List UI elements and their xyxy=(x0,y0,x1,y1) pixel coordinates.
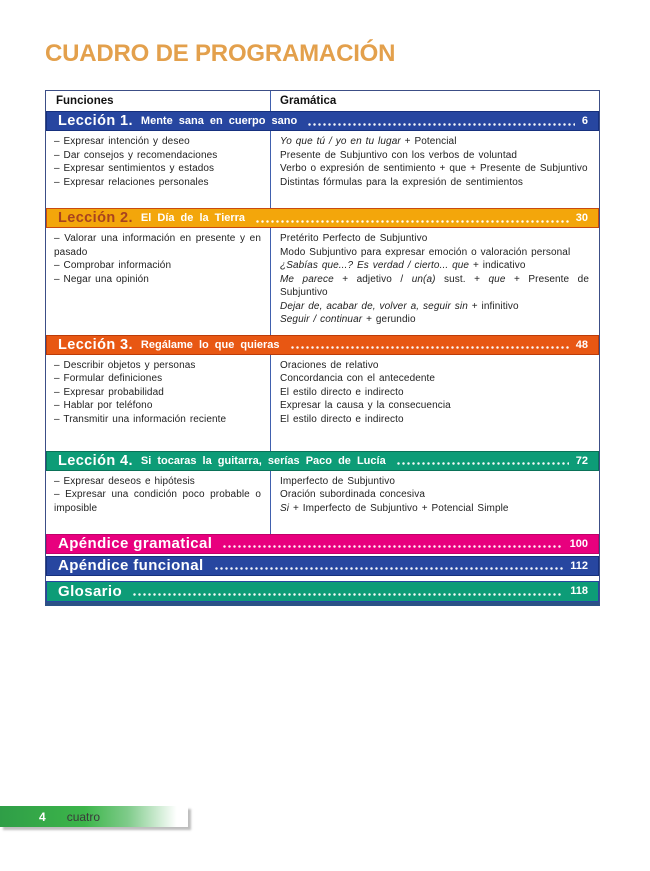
funcion-item: – Formular definiciones xyxy=(54,373,163,384)
lesson-bar xyxy=(46,208,599,228)
footer-page-number: 4 xyxy=(39,809,46,824)
funcion-item: – Expresar deseos e hipótesis xyxy=(54,475,195,487)
gramatica-list xyxy=(271,471,599,534)
funciones-list xyxy=(46,131,271,208)
programacion-table xyxy=(45,90,600,606)
dotted-leader xyxy=(396,462,569,465)
appendix-bar xyxy=(46,534,599,554)
lesson-page-number: 30 xyxy=(575,212,588,224)
lesson-section xyxy=(46,335,599,451)
funciones-list xyxy=(46,471,271,534)
gramatica-item: Si + Imperfecto de Subjuntivo + Potencial Simple xyxy=(280,502,509,514)
gramatica-list xyxy=(271,355,599,451)
gramatica-list xyxy=(271,228,599,335)
gramatica-item: ¿Sabías que...? Es verdad / cierto... que + indicativo xyxy=(280,260,526,271)
funciones-list xyxy=(46,355,271,451)
gramatica-item: El estilo directo e indirecto xyxy=(280,413,404,425)
lesson-label: Lección 1. xyxy=(58,113,133,129)
lesson-section xyxy=(46,208,599,335)
lesson-label: Lección 4. xyxy=(58,452,133,469)
lesson-section xyxy=(46,451,599,534)
lesson-page-number: 72 xyxy=(575,454,588,467)
funcion-item: – Hablar por teléfono xyxy=(54,400,153,411)
gramatica-item: Modo Subjuntivo para expresar emoción o valoración personal xyxy=(280,246,571,258)
funcion-item: – Expresar sentimientos y estados xyxy=(54,163,215,174)
gramatica-item: Imperfecto de Subjuntivo xyxy=(280,475,396,487)
lesson-bar xyxy=(46,451,599,471)
gramatica-item: Dejar de, acabar de, volver a, seguir sin + infinitivo xyxy=(280,300,519,312)
lesson-subtitle: Regálame lo que quieras xyxy=(140,338,280,351)
appendix-label: Apéndice funcional xyxy=(58,557,204,574)
column-header-funciones: Funciones xyxy=(46,91,271,111)
lesson-subtitle: Mente sana en cuerpo sano xyxy=(140,115,298,127)
dotted-leader xyxy=(222,545,562,548)
dotted-leader xyxy=(255,220,569,223)
appendix-page-number: 100 xyxy=(569,537,588,550)
dotted-leader xyxy=(307,123,575,126)
footer-page-word: cuatro xyxy=(66,809,101,824)
gramatica-item: Oración subordinada concesiva xyxy=(280,489,425,500)
appendix-bar xyxy=(46,581,599,602)
gramatica-item: Oraciones de relativo xyxy=(280,359,379,371)
dotted-leader xyxy=(214,567,564,570)
lessons xyxy=(46,111,599,534)
gramatica-item: Distintas fórmulas para la expresión de sentimientos xyxy=(280,176,523,188)
funciones-list xyxy=(46,228,271,335)
lesson-content xyxy=(46,131,599,208)
column-header-row xyxy=(46,91,599,111)
lesson-subtitle: El Día de la Tierra xyxy=(140,212,246,224)
column-header-gramatica: Gramática xyxy=(280,95,337,107)
lesson-content xyxy=(46,471,599,534)
funcion-item: – Expresar intención y deseo xyxy=(54,136,190,147)
footer-page-bar xyxy=(0,806,188,827)
page-title: CUADRO DE PROGRAMACIÓN xyxy=(45,40,396,67)
lesson-subtitle: Si tocaras la guitarra, serías Paco de Lucía xyxy=(140,454,386,467)
gramatica-item: Me parece + adjetivo / un(a) sust. + que + Presente de Subjuntivo xyxy=(280,273,589,298)
funcion-item: – Negar una opinión xyxy=(54,273,149,285)
funcion-item: – Describir objetos y personas xyxy=(54,359,196,371)
gramatica-item: El estilo directo e indirecto xyxy=(280,386,404,398)
appendix-label: Apéndice gramatical xyxy=(58,535,213,552)
lesson-bar xyxy=(46,335,599,355)
dotted-leader xyxy=(290,346,569,349)
appendix-page-number: 112 xyxy=(570,559,588,572)
gramatica-item: Seguir / continuar + gerundio xyxy=(280,314,416,325)
appendix-bar xyxy=(46,556,599,576)
funcion-item: – Valorar una información en presente y en pasado xyxy=(54,233,261,258)
lesson-content xyxy=(46,228,599,335)
funcion-item: – Expresar una condición poco probable o imposible xyxy=(54,489,261,514)
funcion-item: – Expresar probabilidad xyxy=(54,386,164,398)
gramatica-item: Pretérito Perfecto de Subjuntivo xyxy=(280,233,428,244)
lesson-page-number: 6 xyxy=(581,115,588,127)
lesson-bar xyxy=(46,111,599,131)
funcion-item: – Expresar relaciones personales xyxy=(54,176,209,188)
gramatica-list xyxy=(271,131,599,208)
lesson-page-number: 48 xyxy=(575,338,588,351)
gramatica-item: Verbo o expresión de sentimiento + que + Presente de Subjuntivo xyxy=(280,163,588,174)
appendices xyxy=(46,534,599,602)
lesson-label: Lección 2. xyxy=(58,210,133,226)
gramatica-item: Expresar la causa y la consecuencia xyxy=(280,400,451,411)
funcion-item: – Transmitir una información reciente xyxy=(54,413,227,425)
funcion-item: – Dar consejos y recomendaciones xyxy=(54,149,218,161)
gramatica-item: Presente de Subjuntivo con los verbos de voluntad xyxy=(280,149,518,161)
lesson-label: Lección 3. xyxy=(58,336,133,353)
dotted-leader xyxy=(132,593,563,596)
appendix-label: Glosario xyxy=(58,582,123,600)
lesson-section xyxy=(46,111,599,208)
gramatica-item: Concordancia con el antecedente xyxy=(280,373,436,384)
gramatica-item: Yo que tú / yo en tu lugar + Potencial xyxy=(280,136,457,147)
funcion-item: – Comprobar información xyxy=(54,260,172,271)
lesson-content xyxy=(46,355,599,451)
appendix-page-number: 118 xyxy=(570,585,588,597)
